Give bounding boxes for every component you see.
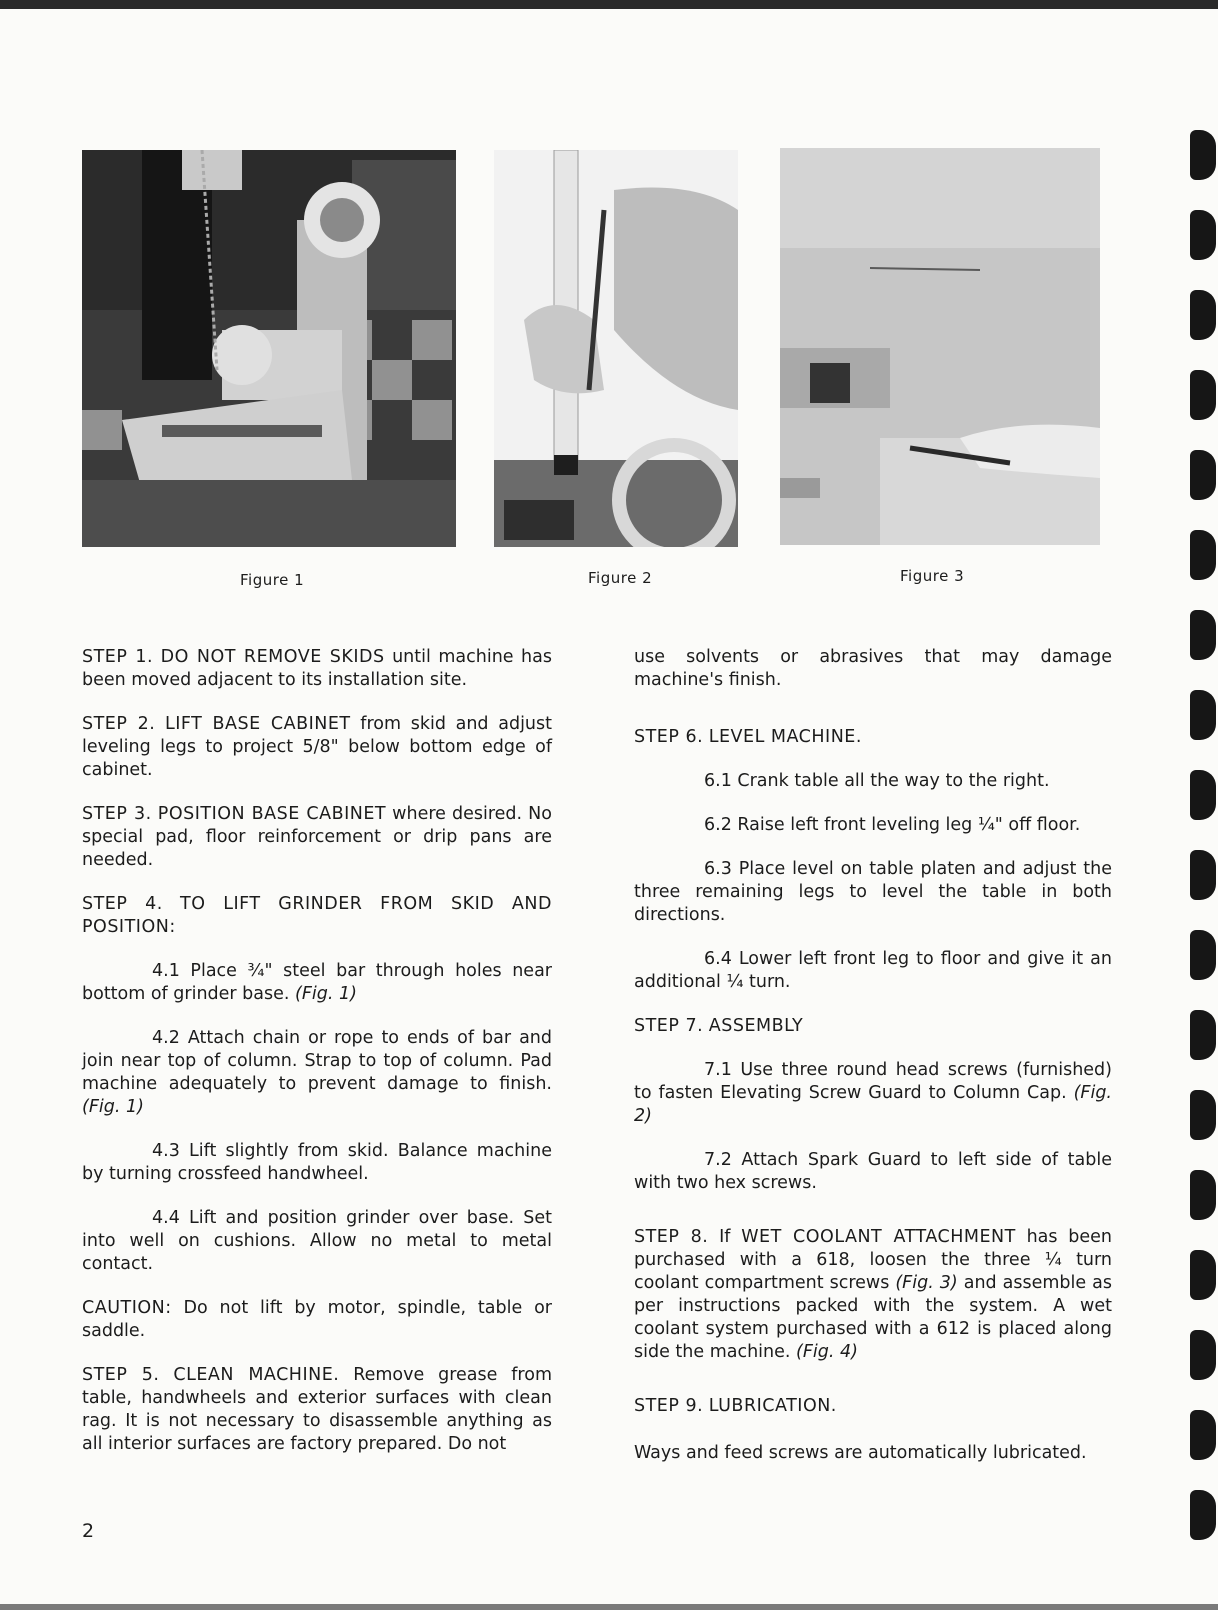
step-heading: LUBRICATION. (708, 1396, 837, 1416)
step-heading: LEVEL MACHINE. (708, 727, 862, 747)
substep-text: 6.3 Place level on table platen and adjust the three remaining legs to level the table in both directions. (634, 859, 1112, 925)
figure-reference: (Fig. 4) (796, 1342, 858, 1362)
binding-ring (1190, 1090, 1216, 1140)
figure-reference: (Fig. 1) (82, 1097, 144, 1117)
substep-text: 4.3 Lift slightly from skid. Balance machine by turning crossfeed handwheel. (82, 1141, 552, 1184)
figure-reference: (Fig. 2) (634, 1083, 1112, 1126)
binding-ring (1190, 1490, 1216, 1540)
step-5 (82, 1364, 552, 1456)
step-label: STEP 6. (634, 727, 704, 747)
substep-text: 6.1 Crank table all the way to the right. (704, 771, 1050, 791)
substep-4-4 (82, 1207, 552, 1276)
substep-4-1 (82, 960, 552, 1006)
binding-ring (1190, 1170, 1216, 1220)
substep-6-3 (634, 858, 1112, 927)
caution-note (82, 1297, 552, 1343)
binding-ring (1190, 1010, 1216, 1060)
substep-text: 7.2 Attach Spark Guard to left side of table with two hex screws. (634, 1150, 1112, 1193)
substep-text: 6.2 Raise left front leveling leg ¼" off floor. (704, 815, 1081, 835)
step-text: Ways and feed screws are automatically lubricated. (634, 1443, 1087, 1463)
figure-reference: (Fig. 1) (295, 984, 357, 1004)
step-label: STEP 9. (634, 1396, 704, 1416)
step-5-continued (634, 646, 1112, 692)
step-text: from skid and adjust leveling legs to project 5/8" below bottom edge of cabinet. (82, 714, 552, 780)
caution-text: Do not lift by motor, spindle, table or saddle. (82, 1298, 552, 1341)
substep-6-1 (634, 770, 1112, 793)
binding-ring (1190, 370, 1216, 420)
step-9-text (634, 1442, 1112, 1465)
step-heading: ASSEMBLY (708, 1016, 804, 1036)
step-6 (634, 726, 1112, 749)
binding-ring (1190, 1330, 1216, 1380)
step-text: use solvents or abrasives that may damage machine's finish. (634, 647, 1112, 690)
step-label: STEP 8. (634, 1227, 709, 1247)
binding-ring (1190, 290, 1216, 340)
substep-text: 4.1 Place ¾" steel bar through holes near bottom of grinder base. (82, 961, 552, 1004)
step-2 (82, 713, 552, 782)
binding-ring (1190, 930, 1216, 980)
step-heading: CLEAN MACHINE. (173, 1365, 340, 1385)
step-label: STEP 5. (82, 1365, 160, 1385)
figure-3-caption: Figure 3 (900, 567, 965, 585)
step-8 (634, 1226, 1112, 1364)
step-heading: TO LIFT GRINDER FROM SKID AND POSITION: (82, 894, 552, 937)
substep-4-3 (82, 1140, 552, 1186)
binding-ring (1190, 130, 1216, 180)
figure-2-photo (494, 150, 738, 547)
substep-7-2 (634, 1149, 1112, 1195)
binding-ring (1190, 530, 1216, 580)
step-9 (634, 1395, 1112, 1418)
step-label: STEP 1. (82, 647, 154, 667)
substep-6-2 (634, 814, 1112, 837)
binding-ring (1190, 210, 1216, 260)
substep-4-2 (82, 1027, 552, 1119)
left-column (82, 646, 552, 1477)
substep-text: 7.1 Use three round head screws (furnished) to fasten Elevating Screw Guard to Column Cap. (634, 1060, 1112, 1103)
step-heading: DO NOT REMOVE SKIDS (160, 647, 385, 667)
step-label: STEP 4. (82, 894, 163, 914)
substep-6-4 (634, 948, 1112, 994)
figure-reference: (Fig. 3) (895, 1273, 958, 1293)
figure-3-photo (780, 148, 1100, 545)
right-column (634, 646, 1112, 1486)
binding-ring (1190, 770, 1216, 820)
step-1 (82, 646, 552, 692)
binding-ring (1190, 850, 1216, 900)
binding-ring (1190, 1250, 1216, 1300)
step-3 (82, 803, 552, 872)
substep-text: 4.2 Attach chain or rope to ends of bar and join near top of column. Strap to top of column. Pad machine adequately to prevent damage to finish. (82, 1028, 552, 1094)
page-top-edge (0, 0, 1218, 9)
caution-label: CAUTION: (82, 1298, 172, 1318)
step-heading: POSITION BASE CABINET (157, 804, 387, 824)
binding-ring (1190, 690, 1216, 740)
figure-1-caption: Figure 1 (240, 571, 305, 589)
step-label: STEP 2. (82, 714, 156, 734)
substep-text: 4.4 Lift and position grinder over base. Set into well on cushions. Allow no metal to metal contact. (82, 1208, 552, 1274)
page-number: 2 (82, 1520, 95, 1542)
page-bottom-edge (0, 1604, 1218, 1610)
substep-7-1 (634, 1059, 1112, 1128)
figure-2-caption: Figure 2 (588, 569, 653, 587)
step-text: Remove grease from table, handwheels and exterior surfaces with clean rag. It is not necessary to disassemble anything as all interior surfaces are factory prepared. Do not (82, 1365, 552, 1454)
figure-1-photo (82, 150, 456, 547)
step-text: until machine has been moved adjacent to its installation site. (82, 647, 552, 690)
step-text: and assemble as per instructions packed with the system. A wet coolant system purchased with a 612 is placed along side the machine. (634, 1273, 1112, 1362)
step-heading: LIFT BASE CABINET (165, 714, 351, 734)
step-7 (634, 1015, 1112, 1038)
spiral-binding (1186, 120, 1218, 1560)
step-4 (82, 893, 552, 939)
substep-text: 6.4 Lower left front leg to floor and give it an additional ¼ turn. (634, 949, 1112, 992)
step-label: STEP 7. (634, 1016, 704, 1036)
binding-ring (1190, 1410, 1216, 1460)
binding-ring (1190, 610, 1216, 660)
step-text: where desired. No special pad, floor reinforcement or drip pans are needed. (82, 804, 552, 870)
step-label: STEP 3. (82, 804, 152, 824)
step-heading: WET COOLANT ATTACHMENT (741, 1227, 1016, 1247)
step-text: has been purchased with a 618, loosen the three ¼ turn coolant compartment screws (634, 1227, 1112, 1293)
binding-ring (1190, 450, 1216, 500)
step-text: If (708, 1227, 742, 1247)
